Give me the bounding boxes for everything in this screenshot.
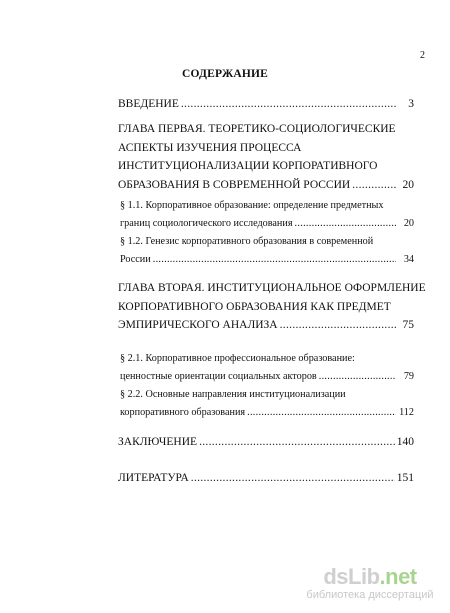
toc-line-text: корпоративного образования [120,406,246,418]
toc-line-text: § 2.2. Основные направления институционализации [120,389,346,400]
toc-line [118,433,414,452]
toc-line [120,386,414,404]
toc-entry-literature[interactable] [118,469,414,488]
toc-line [120,251,414,269]
toc-line-text: ЗАКЛЮЧЕНИЕ [118,436,198,448]
leader-dots [319,368,396,386]
leader-dots [181,95,396,114]
toc-line [118,120,414,139]
toc-page-number: 75 [402,319,414,332]
dslib-watermark[interactable] [300,566,440,601]
toc-page-number: 20 [403,217,414,229]
toc-entry-section-1-1[interactable] [120,197,414,232]
toc-entry-chapter-2[interactable] [118,279,426,335]
toc-entry-section-2-1[interactable] [120,350,414,385]
toc-line-text: § 1.1. Корпоративное образование: определение предметных [120,200,384,211]
leader-dots [191,469,395,488]
toc-page-number: 20 [402,178,414,191]
toc-line [118,157,414,176]
toc-line-text: ГЛАВА ВТОРАЯ. ИНСТИТУЦИОНАЛЬНОЕ ОФОРМЛЕНИЕ [118,282,426,294]
toc-page-number: 112 [399,406,414,418]
toc-line [120,215,414,233]
toc-line [120,368,414,386]
leader-dots [199,433,395,452]
toc-line-text: ГЛАВА ПЕРВАЯ. ТЕОРЕТИКО-СОЦИОЛОГИЧЕСКИЕ [118,123,396,135]
toc-line-text: России [120,253,151,265]
toc-line [118,279,426,298]
toc-line [118,469,414,488]
toc-line-text: § 1.2. Генезис корпоративного образования в современной [120,236,374,247]
toc-line-text: ОБРАЗОВАНИЯ В СОВРЕМЕННОЙ РОССИИ [118,178,351,191]
toc-entry-chapter-1[interactable] [118,120,414,195]
leader-dots [280,316,396,335]
toc-line [118,316,414,335]
leader-dots [247,404,396,422]
toc-entry-section-1-2[interactable] [120,233,414,268]
toc-line-text: § 2.1. Корпоративное профессиональное образование: [120,353,355,364]
toc-line-text: ЛИТЕРАТУРА [118,472,189,484]
watermark-caption: библиотека диссертаций [306,589,434,601]
toc-line-text: АСПЕКТЫ ИЗУЧЕНИЯ ПРОЦЕССА [118,141,302,154]
toc-line [118,176,414,195]
toc-entry-conclusion[interactable] [118,433,414,452]
leader-dots [295,215,396,233]
toc-line [118,139,414,158]
toc-line [120,197,414,215]
toc-page-number: 151 [396,472,414,484]
toc-line [120,350,414,368]
toc-page-number: 34 [403,253,414,265]
toc-entry-introduction[interactable] [118,95,414,114]
page-number: 2 [420,50,425,61]
toc-heading: СОДЕРЖАНИЕ [181,68,269,80]
toc-line-text: ЭМПИРИЧЕСКОГО АНАЛИЗА [118,319,278,332]
toc-page-number: 79 [403,370,414,382]
toc-page-number: 140 [396,436,414,448]
toc-page-number: 3 [408,98,414,110]
toc-line-text: ценностные ориентации социальных акторов [120,370,317,382]
toc-line [120,233,414,251]
toc-line [120,404,414,422]
leader-dots [153,251,396,269]
toc-line-text: ИНСТИТУЦИОНАЛИЗАЦИИ КОРПОРАТИВНОГО [118,160,378,173]
toc-line-text: ВВЕДЕНИЕ [118,98,179,110]
toc-line [118,95,414,114]
toc-line [118,298,414,317]
toc-line-text: КОРПОРАТИВНОГО ОБРАЗОВАНИЯ КАК ПРЕДМЕТ [118,300,391,313]
toc-entry-section-2-2[interactable] [120,386,414,421]
toc-line-text: границ социологического исследования [120,217,293,229]
dslib-logo: dsLib.net [323,564,417,589]
leader-dots [352,176,396,195]
